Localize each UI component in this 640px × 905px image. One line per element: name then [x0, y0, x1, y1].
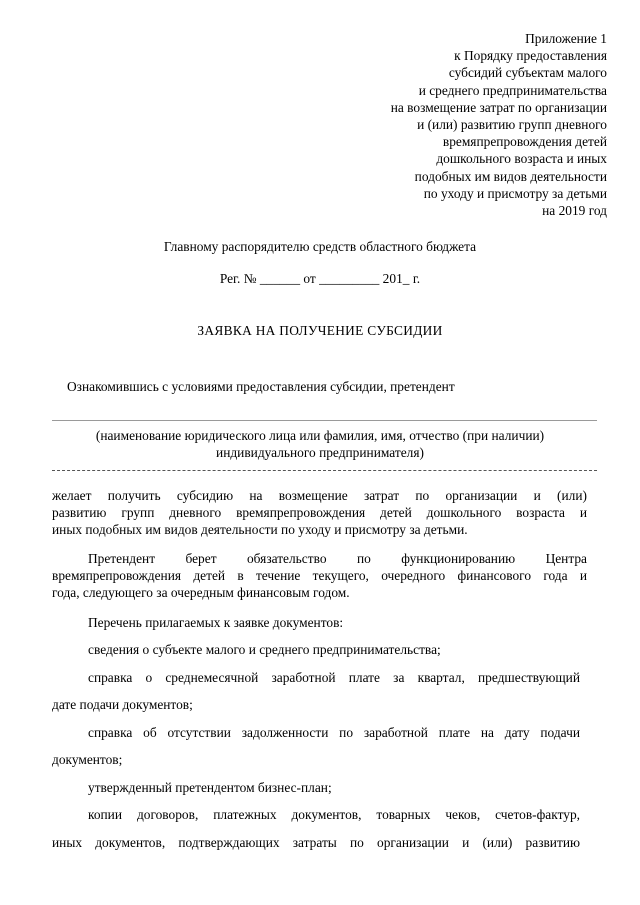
appendix-line: дошкольного возраста и иных — [436, 151, 607, 167]
applicant-caption-line2: индивидуального предпринимателя) — [216, 445, 424, 460]
docs-item: справка о среднемесячной заработной плате за квартал, предшествующий — [88, 670, 580, 685]
appendix-line: и (или) развитию групп дневного — [417, 117, 607, 133]
addressee: Главному распорядителю средств областного бюджета — [163, 239, 477, 254]
para1-line: иных подобных им видов деятельности по уходу и присмотру за детьми. — [52, 522, 468, 537]
applicant-caption-line1: (наименование юридического лица или фамилия, имя, отчество (при наличии) — [95, 428, 545, 443]
appendix-line: подобных им видов деятельности — [414, 168, 607, 184]
docs-item-cont: документов; — [52, 752, 123, 767]
document-title: ЗАЯВКА НА ПОЛУЧЕНИЕ СУБСИДИИ — [197, 323, 443, 338]
docs-item: справка об отсутствии задолженности по заработной плате на дату подачи — [88, 725, 580, 740]
appendix-line: Приложение 1 — [525, 31, 607, 46]
docs-item: сведения о субъекте малого и среднего предпринимательства; — [88, 642, 441, 657]
para2-line: Претендент берет обязательство по функционированию Центра — [88, 551, 587, 566]
appendix-line: на возмещение затрат по организации — [390, 99, 607, 115]
appendix-line: времяпрепровождения детей — [442, 134, 607, 150]
appendix-line: по уходу и присмотру за детьми — [423, 185, 607, 201]
docs-item-cont: дате подачи документов; — [52, 697, 193, 712]
para1-line: желает получить субсидию на возмещение затрат по организации и (или) — [52, 488, 587, 503]
para2-line: времяпрепровождения детей в течение текущего, очередного финансового года и — [52, 568, 587, 583]
appendix-line: субсидий субъектам малого — [448, 65, 607, 81]
docs-item: утвержденный претендентом бизнес-план; — [88, 780, 332, 795]
appendix-line: к Порядку предоставления — [454, 48, 607, 64]
para2-line: года, следующего за очередным финансовым годом. — [52, 585, 350, 600]
para1-line: развитию групп дневного времяпрепровождения детей дошкольного возраста и — [52, 505, 587, 520]
docs-item: копии договоров, платежных документов, товарных чеков, счетов-фактур, — [88, 807, 580, 822]
appendix-header — [307, 30, 607, 219]
registration-line: Рег. № ______ от _________ 201_ г. — [219, 271, 421, 286]
applicant-dashed-line — [52, 470, 597, 471]
intro-text: Ознакомившись с условиями предоставления субсидии, претендент — [67, 379, 455, 394]
applicant-name-line — [52, 420, 597, 421]
appendix-line: на 2019 год — [542, 203, 607, 219]
docs-heading: Перечень прилагаемых к заявке документов: — [88, 615, 344, 630]
appendix-line: и среднего предпринимательства — [418, 82, 607, 98]
docs-item-cont: иных документов, подтверждающих затраты по организации и (или) развитию — [52, 835, 580, 850]
